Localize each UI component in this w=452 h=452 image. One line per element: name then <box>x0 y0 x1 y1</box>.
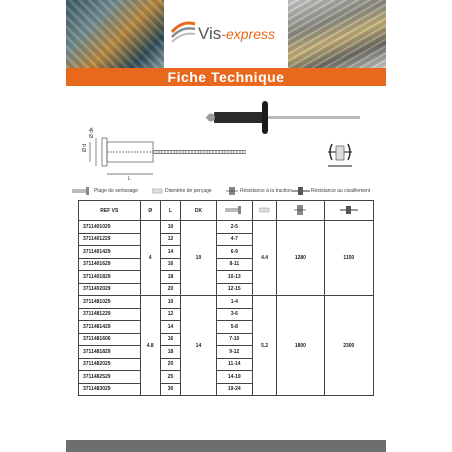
cell-drill-diameter: 4.4 <box>252 221 276 296</box>
cell-grip-range: 2-5 <box>216 221 252 234</box>
cell-length: 14 <box>160 246 180 259</box>
cell-ref: 3711401229 <box>79 233 141 246</box>
cell-ref: 3711401629 <box>79 258 141 271</box>
cell-grip-range: 10-13 <box>216 271 252 284</box>
spec-table-wrap <box>78 200 374 396</box>
cell-diameter: 4.8 <box>140 296 160 396</box>
legend-label-tensile: Résistance à la traction <box>240 188 292 194</box>
table-row <box>79 296 374 309</box>
page-header <box>66 0 386 68</box>
col-header-dk: DK <box>181 201 217 221</box>
cell-length: 18 <box>160 346 180 359</box>
cell-grip-range: 14-19 <box>216 371 252 384</box>
page-title: Fiche Technique <box>167 69 285 85</box>
cell-grip-range: 12-15 <box>216 283 252 296</box>
cell-length: 30 <box>160 383 180 396</box>
shear-icon <box>292 187 310 195</box>
cell-length: 12 <box>160 233 180 246</box>
cell-ref: 3711401429 <box>79 246 141 259</box>
cell-grip-range: 11-14 <box>216 358 252 371</box>
cell-ref: 3711401029 <box>79 221 141 234</box>
tensile-icon <box>294 205 306 215</box>
brand-logo <box>170 18 288 52</box>
cell-ref: 3711481429 <box>79 321 141 334</box>
col-header-diameter: Ø <box>140 201 160 221</box>
table-row <box>79 221 374 234</box>
brand-suffix: -express <box>221 26 275 42</box>
col-header-tensile <box>277 201 324 221</box>
legend-bar <box>66 186 386 198</box>
cell-grip-range: 8-11 <box>216 258 252 271</box>
cell-ref: 3711401829 <box>79 271 141 284</box>
cell-length: 16 <box>160 258 180 271</box>
cell-grip-range: 9-12 <box>216 346 252 359</box>
cell-grip-range: 7-10 <box>216 333 252 346</box>
cell-grip-range: 5-8 <box>216 321 252 334</box>
cell-length: 20 <box>160 358 180 371</box>
spec-table <box>78 200 374 396</box>
cell-diameter: 4 <box>140 221 160 296</box>
drill-diameter-icon <box>259 206 271 214</box>
rivet-section-drawing <box>90 138 246 174</box>
dim-label-l: L <box>128 176 131 182</box>
cell-shear: 2300 <box>324 296 374 396</box>
legend-label-grip: Plage de sertissage <box>94 188 138 194</box>
col-header-length: L <box>160 201 180 221</box>
rivet-technical-drawing <box>66 94 386 184</box>
legend-label-shear: Résistance au cisaillement <box>311 188 371 194</box>
cell-grip-range: 6-9 <box>216 246 252 259</box>
rivet-installed-icon <box>328 144 352 166</box>
header-photo-tools <box>66 0 164 68</box>
cell-ref: 3711481229 <box>79 308 141 321</box>
spec-table-body <box>79 221 374 396</box>
col-header-ref: REF VS <box>79 201 141 221</box>
table-header-row <box>79 201 374 221</box>
brand-name: Vis <box>198 24 222 43</box>
cell-length: 16 <box>160 333 180 346</box>
drill-diameter-icon <box>152 187 164 195</box>
cell-shear: 1150 <box>324 221 374 296</box>
cell-length: 18 <box>160 271 180 284</box>
technical-sheet-page <box>66 0 386 452</box>
cell-dk: 14 <box>181 296 217 396</box>
cell-ref: 3711481029 <box>79 296 141 309</box>
cell-grip-range: 19-24 <box>216 383 252 396</box>
dim-label-d: Ø d <box>82 143 88 152</box>
header-photo-screws <box>288 0 386 68</box>
title-banner <box>66 68 386 86</box>
cell-length: 12 <box>160 308 180 321</box>
cell-length: 10 <box>160 296 180 309</box>
cell-ref: 3711482029 <box>79 358 141 371</box>
grip-range-icon <box>72 187 92 195</box>
cell-ref: 3711481606 <box>79 333 141 346</box>
legend-label-drill: Diamètre de perçage <box>165 188 212 194</box>
shear-icon <box>340 206 358 214</box>
brand-wordmark <box>198 24 275 44</box>
cell-ref: 3711483029 <box>79 383 141 396</box>
col-header-drill <box>252 201 276 221</box>
cell-grip-range: 3-6 <box>216 308 252 321</box>
brand-swoosh-icon <box>170 18 196 48</box>
cell-ref: 3711402029 <box>79 283 141 296</box>
cell-drill-diameter: 5.2 <box>252 296 276 396</box>
col-header-grip <box>216 201 252 221</box>
cell-tensile: 1800 <box>277 296 324 396</box>
col-header-shear <box>324 201 374 221</box>
cell-ref: 3711481829 <box>79 346 141 359</box>
cell-length: 25 <box>160 371 180 384</box>
cell-dk: 10 <box>181 221 217 296</box>
grip-range-icon <box>225 206 243 214</box>
page-footer-bar <box>66 440 386 452</box>
cell-length: 10 <box>160 221 180 234</box>
cell-grip-range: 1-4 <box>216 296 252 309</box>
cell-grip-range: 4-7 <box>216 233 252 246</box>
cell-length: 20 <box>160 283 180 296</box>
cell-length: 14 <box>160 321 180 334</box>
cell-tensile: 1280 <box>277 221 324 296</box>
rivet-photo-icon <box>206 101 360 134</box>
cell-ref: 3711482529 <box>79 371 141 384</box>
dim-label-dk: Ø dk <box>89 127 95 138</box>
tensile-icon <box>226 187 238 195</box>
